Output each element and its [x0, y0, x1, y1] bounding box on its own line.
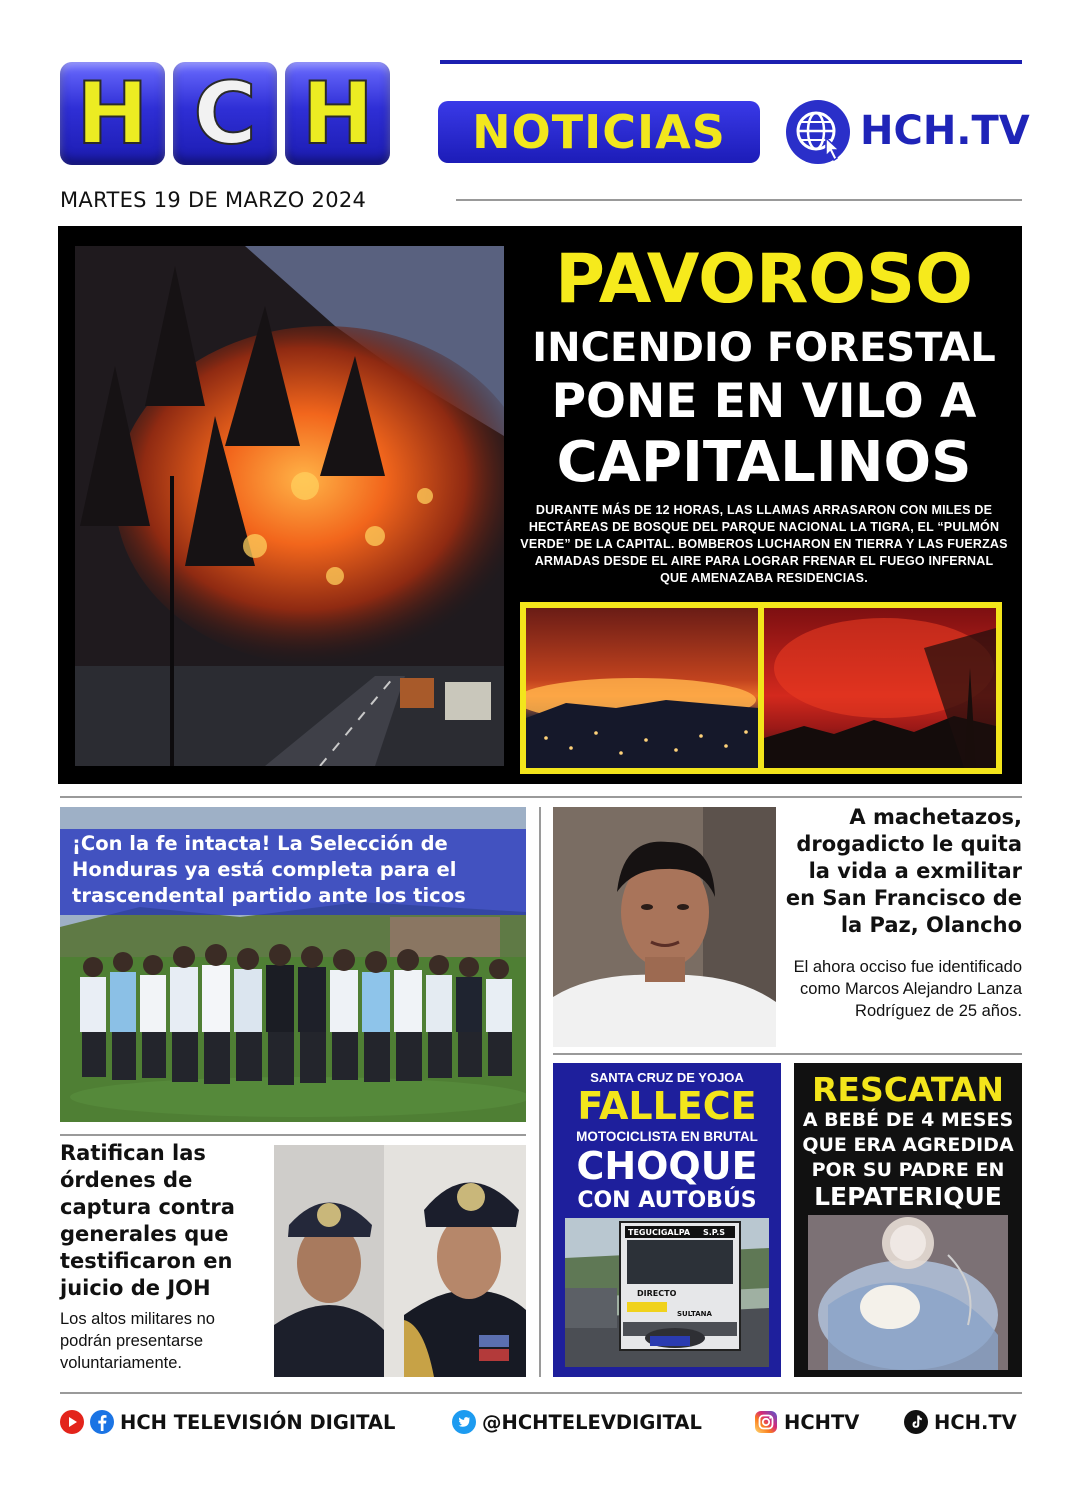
facebook-icon: [90, 1410, 114, 1434]
crash-line-4: CON AUTOBÚS: [577, 1188, 757, 1213]
forest-fire-photo: [75, 246, 504, 766]
globe-click-icon[interactable]: [786, 100, 850, 164]
hero-thumbnails: [520, 602, 1002, 774]
machete-headline[interactable]: A machetazos, drogadicto le quita la vida a exmilitar en San Francisco de la Paz, Olancho: [785, 805, 1022, 937]
baby-hospital-photo: [808, 1215, 1008, 1370]
tiktok-link[interactable]: [904, 1404, 1017, 1440]
bus-sign-right: S.P.S: [703, 1228, 725, 1237]
hero-headline[interactable]: [508, 238, 1020, 496]
header-divider: [440, 60, 1022, 64]
hero-summary: DURANTE MÁS DE 12 HORAS, LAS LLAMAS ARRASARON CON MILES DE HECTÁREAS DE BOSQUE DEL PARQUE NACIONAL LA TIGRA, EL “PULMÓN VERDE” DE LA CAPITAL. BOMBEROS LUCHARON EN TIERRA Y LAS FUERZAS ARMADAS DESDE EL AIRE PARA LOGRAR FRENAR EL FUEGO INFERNAL QUE AMENAZABA RESIDENCIAS.: [520, 503, 1008, 585]
logo-letter-h2: H: [285, 62, 390, 165]
date-divider: [456, 199, 1022, 201]
hero-kicker: PAVOROSO: [555, 240, 973, 319]
machete-summary: El ahora occiso fue identificado como Marcos Alejandro Lanza Rodríguez de 25 años.: [793, 958, 1022, 1020]
section-badge: NOTICIAS: [438, 101, 760, 163]
hero-line-2: INCENDIO FORESTAL: [532, 325, 996, 371]
site-url[interactable]: HCH.TV: [860, 108, 1030, 154]
instagram-label: HCHTV: [784, 1410, 860, 1434]
crash-location: SANTA CRUZ DE YOJOA: [590, 1070, 744, 1085]
bus-name: SULTANA: [677, 1310, 712, 1318]
issue-date: MARTES 19 DE MARZO 2024: [60, 188, 367, 212]
instagram-link[interactable]: [754, 1404, 859, 1440]
column-divider: [539, 807, 541, 1377]
crash-line-2: MOTOCICLISTA EN BRUTAL: [576, 1129, 758, 1144]
red-smoke-photo: [764, 608, 996, 768]
generals-portrait-photo[interactable]: [274, 1145, 526, 1377]
tiktok-icon: [904, 1410, 928, 1434]
rescue-story[interactable]: [794, 1063, 1022, 1377]
hero-line-4: CAPITALINOS: [556, 430, 972, 495]
night-fire-city-photo: [526, 608, 758, 768]
logo-letter-h1: H: [60, 62, 165, 165]
rescue-line-2: A BEBÉ DE 4 MESES QUE ERA AGREDIDA POR SU PADRE EN: [802, 1109, 1014, 1181]
left-column-divider: [60, 1134, 526, 1136]
social-footer: [60, 1404, 1022, 1440]
generals-headline[interactable]: Ratifican las órdenes de captura contra generales que testificaron en juicio de JOH: [60, 1141, 235, 1300]
hero-line-3: PONE EN VILO A: [551, 374, 977, 429]
instagram-icon: [754, 1410, 778, 1434]
victim-portrait-photo[interactable]: [553, 807, 776, 1047]
right-column-divider: [553, 1053, 1022, 1055]
hero-story[interactable]: [58, 226, 1022, 784]
bus-crash-photo: [565, 1218, 769, 1367]
football-headline[interactable]: ¡Con la fe intacta! La Selección de Honduras ya está completa para el trascendental partido ante los ticos: [60, 829, 526, 915]
rescue-word-1: RESCATAN: [811, 1070, 1005, 1109]
twitter-icon: [452, 1410, 476, 1434]
footer-divider: [60, 1392, 1022, 1394]
bus-route: DIRECTO: [637, 1289, 677, 1298]
hch-logo[interactable]: [60, 62, 390, 165]
crash-story[interactable]: [553, 1063, 781, 1377]
rescue-line-3: LEPATERIQUE: [814, 1182, 1002, 1211]
logo-letter-c: C: [173, 62, 278, 165]
youtube-icon: [60, 1410, 84, 1434]
crash-word-1: FALLECE: [577, 1084, 757, 1128]
crash-word-3: CHOQUE: [576, 1144, 758, 1188]
bus-sign-left: TEGUCIGALPA: [628, 1228, 691, 1237]
generals-summary: Los altos militares no podrán presentarse voluntariamente.: [60, 1310, 215, 1372]
section-divider-top: [60, 796, 1022, 798]
youtube-facebook-label: HCH TELEVISIÓN DIGITAL: [120, 1410, 396, 1434]
twitter-link[interactable]: [452, 1404, 702, 1440]
twitter-label: @HCHTELEVDIGITAL: [482, 1410, 702, 1434]
tiktok-label: HCH.TV: [934, 1410, 1017, 1434]
youtube-facebook-link[interactable]: [60, 1404, 395, 1440]
